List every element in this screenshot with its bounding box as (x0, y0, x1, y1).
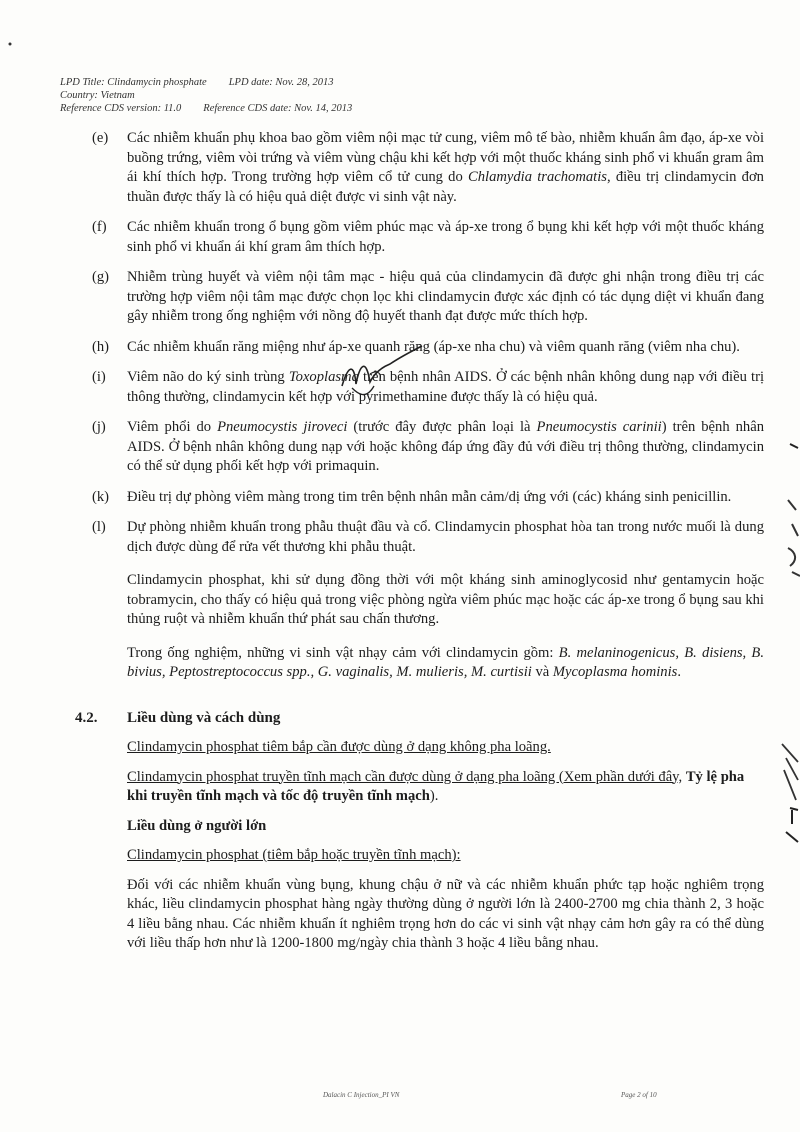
list-item: (i) Viêm não do ký sinh trùng Toxoplasma trên bệnh nhân AIDS. Ở các bệnh nhân không dung nạp với điều trị thông thường, clindamycin kết hợp với pyrimethamine được thấy là có hiệu quả. (92, 369, 765, 405)
section-title: Liều dùng và cách dùng (127, 709, 281, 726)
lpd-date: LPD date: Nov. 28, 2013 (228, 77, 334, 88)
page-number: Page 2 of 10 (621, 1091, 657, 1099)
footer-document-name: Dalacin C Injection_PI VN (323, 1091, 400, 1099)
document-header (60, 76, 352, 115)
main-content (75, 129, 765, 954)
list-item: (l) Dự phòng nhiễm khuẩn trong phẫu thuật đầu và cổ. Clindamycin phosphat hòa tan trong nước muối là dung dịch được dùng để rửa vết thương khi phẫu thuật. (92, 519, 764, 555)
item-label: (k) (92, 488, 110, 505)
handwritten-initials (330, 344, 430, 404)
list-item: (f) Các nhiễm khuẩn trong ổ bụng gồm viêm phúc mạc và áp-xe trong ổ bụng khi kết hợp với một thuốc kháng sinh phổ vi khuẩn ái khí gram âm thích hợp. (92, 219, 764, 255)
list-item: (h) Các nhiễm khuẩn răng miệng như áp-xe quanh răng (áp-xe nha chu) và viêm quanh răng (viêm nha chu). (92, 338, 764, 358)
cds-version: Reference CDS version: 11.0 (60, 103, 182, 114)
item-label: (h) (92, 338, 110, 355)
paragraph: Trong ống nghiệm, những vi sinh vật nhạy cảm với clindamycin gồm: B. melaninogenicus, B. disiens, B. bivius, Peptostreptococcus spp., G. vaginalis, M. mulieris, M. curtisii và Mycoplasma hominis. (127, 644, 764, 680)
paragraph: Clindamycin phosphat truyền tĩnh mạch cần được dùng ở dạng pha loãng (Xem phần dưới đây, Tỷ lệ pha khi truyền tĩnh mạch và tốc độ truyền tĩnh mạch). (127, 768, 745, 804)
country: Country: Vietnam (60, 90, 135, 101)
scan-edge-mark (782, 440, 800, 600)
cds-date: Reference CDS date: Nov. 14, 2013 (203, 103, 353, 114)
paragraph: Đối với các nhiễm khuẩn vùng bụng, khung chậu ở nữ và các nhiễm khuẩn phức tạp hoặc nghiêm trọng khác, liều clindamycin phosphat hàng ngày thường dùng ở người lớn là 2400-2700 mg chia thành 2, 3 hoặc 4 liều bằng nhau. Các nhiễm khuẩn ít nghiêm trọng hơn do các vi sinh vật nhạy cảm hơn gây ra có thể dùng với liều thấp hơn như là 1200-1800 mg/ngày chia thành 3 hoặc 4 liều bằng nhau. (127, 876, 764, 951)
item-label: (j) (92, 419, 106, 435)
paragraph: Clindamycin phosphat, khi sử dụng đồng thời với một kháng sinh aminoglycosid như gentamycin hoặc tobramycin, cho thấy có hiệu quả trong việc phòng ngừa viêm phúc mạc hoặc các áp-xe trong ổ bụng sau khi thủng ruột và nhiễm khuẩn thứ phát sau chấn thương. (127, 572, 764, 627)
scan-edge-mark (778, 740, 800, 850)
item-label: (f) (92, 219, 107, 235)
list-item: (g) Nhiễm trùng huyết và viêm nội tâm mạc - hiệu quả của clindamycin đã được ghi nhận trong điều trị các trường hợp viêm nội tâm mạc được chọn lọc khi clindamycin được xác định có tác dụng diệt vi khuẩn đang gây nhiễm trong ống nghiệm với nồng độ huyết thanh đạt được mức thích hợp. (92, 269, 764, 324)
paragraph: Clindamycin phosphat (tiêm bắp hoặc truyền tĩnh mạch): (127, 847, 461, 863)
paragraph: Clindamycin phosphat tiêm bắp cần được dùng ở dạng không pha loãng. (127, 739, 551, 755)
list-item: (e) Các nhiễm khuẩn phụ khoa bao gồm viêm nội mạc tử cung, viêm mô tế bào, nhiễm khuẩn âm đạo, áp-xe vòi buồng trứng, viêm vòi trứng và viêm vùng chậu khi kết hợp với một thuốc kháng sinh phổ vi khuẩn gram âm ái khí thích hợp. Trong trường hợp viêm cổ tử cung do Chlamydia trachomatis, điều trị clindamycin đơn thuần được thấy là có hiệu quả diệt được vi sinh vật này. (92, 130, 764, 205)
list-item: (k) Điều trị dự phòng viêm màng trong tim trên bệnh nhân mẫn cảm/dị ứng với (các) kháng sinh penicillin. (92, 488, 764, 508)
section-heading (75, 709, 764, 729)
scan-dot (6, 40, 14, 48)
item-label: (l) (92, 519, 106, 535)
item-label: (i) (92, 369, 106, 385)
list-item: (j) Viêm phổi do Pneumocystis jiroveci (trước đây được phân loại là Pneumocystis carinii) trên bệnh nhân AIDS. Ở bệnh nhân không dung nạp với hoặc không đáp ứng đầy đủ với điều trị thông thường, clindamycin có thể sử dụng phối kết hợp với primaquin. (92, 419, 764, 474)
lpd-title: LPD Title: Clindamycin phosphate (60, 77, 207, 88)
item-label: (g) (92, 269, 110, 285)
subheading: Liều dùng ở người lớn (127, 817, 267, 834)
item-label: (e) (92, 130, 109, 146)
section-number: 4.2. (75, 709, 98, 726)
